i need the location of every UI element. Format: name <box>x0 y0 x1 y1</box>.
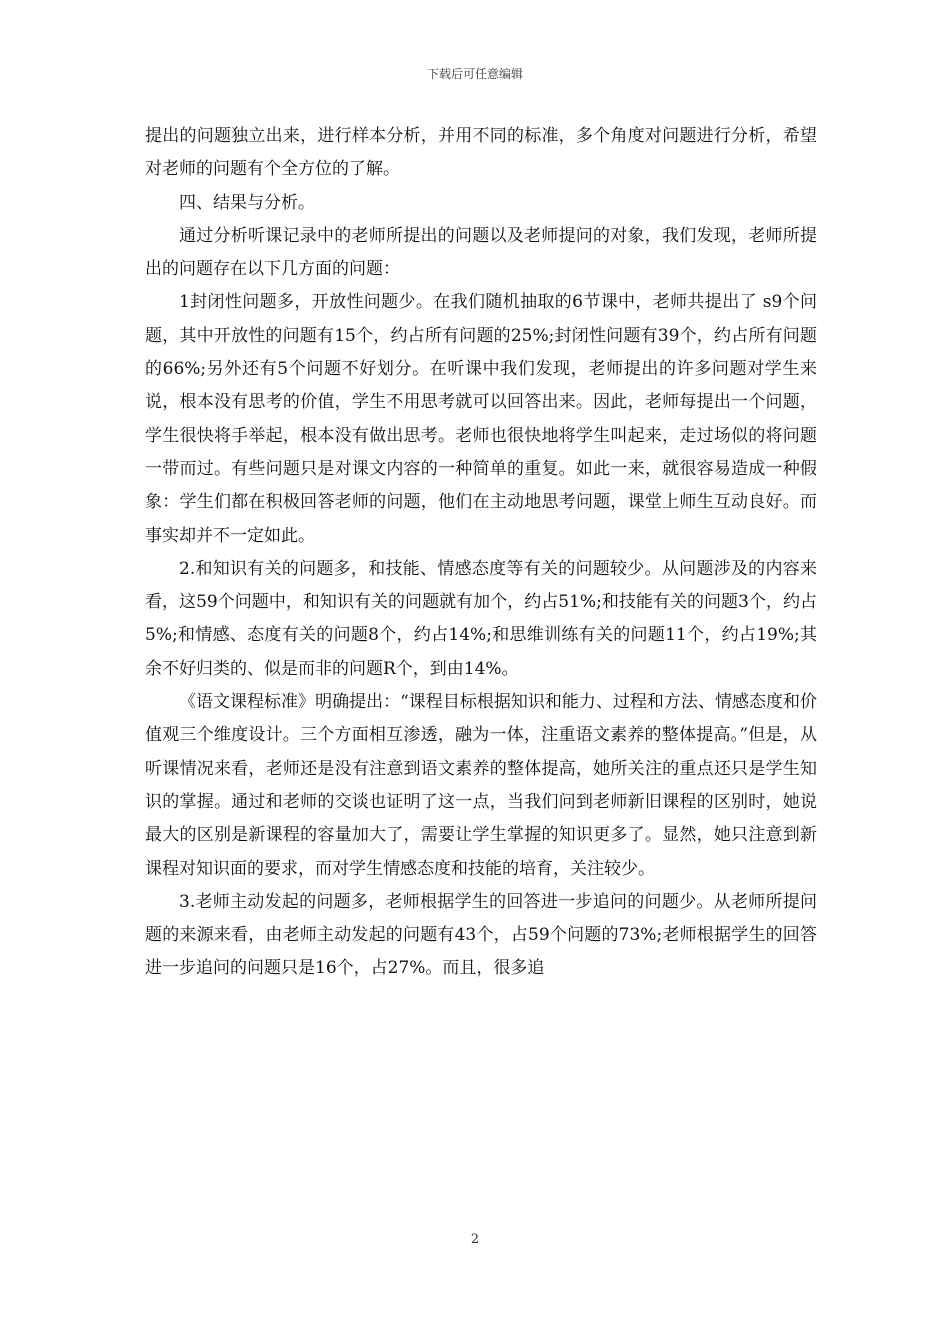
paragraph-curriculum-standard: 《语文课程标准》明确提出：“课程目标根据知识和能力、过程和方法、情感态度和价值观三个维度设计。三个方面相互渗透，融为一体，注重语文素养的整体提高。”但是，从听课情况来看，老师还是没有注意到语文素养的整体提高，她所关注的重点还只是学生知识的掌握。通过和老师的交谈也证明了这一点，当我们问到老师新旧课程的区别时，她说最大的区别是新课程的容量加大了，需要让学生掌握的知识更多了。显然，她只注意到新课程对知识面的要求，而对学生情感态度和技能的培育，关注较少。 <box>145 692 817 879</box>
paragraph-point-2: 2.和知识有关的问题多，和技能、情感态度等有关的问题较少。从问题涉及的内容来看，这59个问题中，和知识有关的问题就有加个，约占51%;和技能有关的问题3个，约占5%;和情感、态度有关的问题8个，约占14%;和思维训练有关的问题11个，约占19%;其余不好归类的、似是而非的问题R个，到由14%。 <box>145 558 817 679</box>
document-body <box>145 120 817 986</box>
paragraph-continuation: 提出的问题独立出来，进行样本分析，并用不同的标准，多个角度对问题进行分析，希望对老师的问题有个全方位的了解。 <box>145 126 817 180</box>
paragraph-intro: 通过分析听课记录中的老师所提出的问题以及老师提问的对象，我们发现，老师所提出的问题存在以下几方面的问题： <box>145 225 817 280</box>
page-header: 下载后可任意编辑 <box>426 67 523 81</box>
paragraph-point-3: 3.老师主动发起的问题多，老师根据学生的回答进一步追问的问题少。从老师所提问题的来源来看，由老师主动发起的问题有43个，占59个问题的73%;老师根据学生的回答进一步追问的问题只是16个，占27%。而且，很多追 <box>145 891 817 979</box>
section-heading: 四、结果与分析。 <box>179 192 315 213</box>
paragraph-point-1: 1封闭性问题多，开放性问题少。在我们随机抽取的6节课中，老师共提出了 s9个问题，其中开放性的问题有15个，约占所有问题的25%;封闭性问题有39个，约占所有问题的66%;另外还有5个问题不好划分。在听课中我们发现，老师提出的许多问题对学生来说，根本没有思考的价值，学生不用思考就可以回答出来。因此，老师每提出一个问题，学生很快将手举起，根本没有做出思考。老师也很快地将学生叫起来，走过场似的将问题一带而过。有些问题只是对课文内容的一种简单的重复。如此一来，就很容易造成一种假象：学生们都在积极回答老师的问题，他们在主动地思考问题，课堂上师生互动良好。而事实却并不一定如此。 <box>145 292 817 546</box>
page-number: 2 <box>470 1232 480 1247</box>
